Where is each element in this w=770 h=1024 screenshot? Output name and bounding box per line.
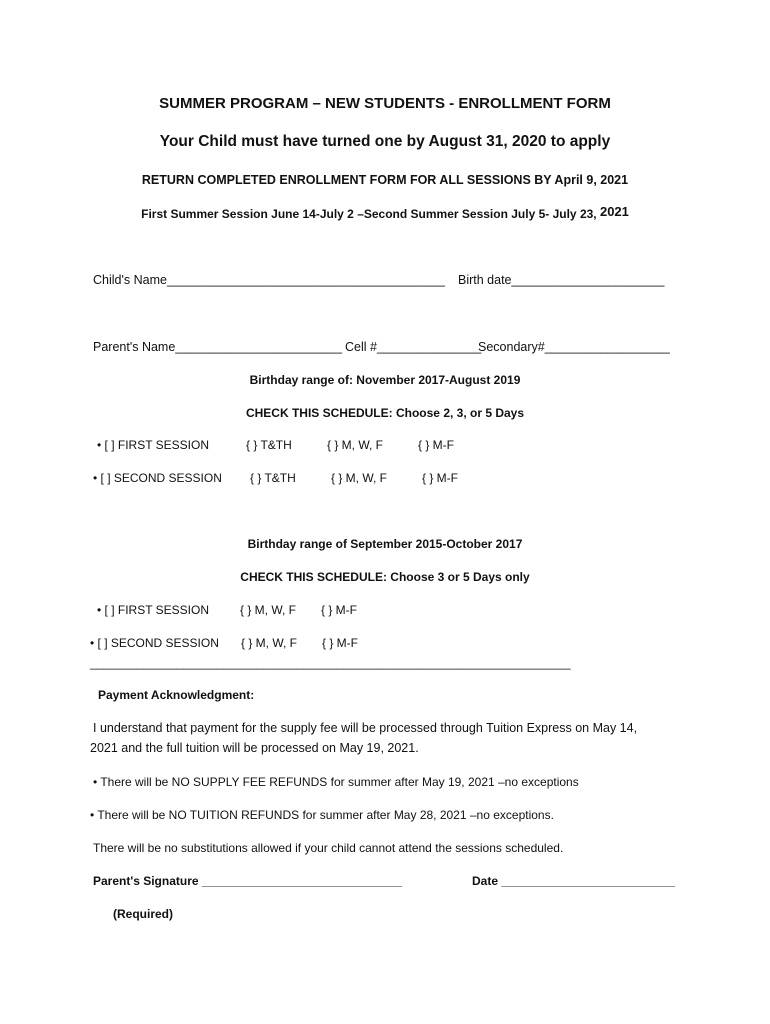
session-dates-text: First Summer Session June 14-July 2 –Second Summer Session July 5- July 23, — [141, 207, 597, 221]
schedule-instruction: CHECK THIS SCHEDULE: Choose 2, 3, or 5 Days — [245, 406, 525, 420]
payment-paragraph-line1: I understand that payment for the supply fee will be processed through Tuition Express on May 14, — [93, 721, 638, 735]
child-name-field[interactable]: Child's Name________________________________________ — [93, 273, 446, 287]
substitution-note: There will be no substitutions allowed if your child cannot attend the sessions scheduled. — [93, 841, 564, 855]
option-mwf[interactable]: { } M, W, F — [241, 636, 298, 650]
cell-field[interactable]: Cell #_______________ — [345, 340, 482, 354]
parent-signature-field[interactable]: Parent's Signature ______________________________ — [93, 874, 403, 888]
age-requirement: Your Child must have turned one by August 31, 2020 to apply — [159, 133, 611, 150]
first-session-checkbox[interactable]: • [ ] FIRST SESSION — [97, 438, 210, 452]
birthday-range-heading: Birthday range of September 2015-October 2017 — [247, 537, 523, 551]
secondary-phone-field[interactable]: Secondary#__________________ — [478, 340, 670, 354]
second-session-checkbox[interactable]: • [ ] SECOND SESSION — [93, 471, 222, 485]
payment-heading: Payment Acknowledgment: — [98, 688, 255, 702]
session-dates-year: 2021 — [599, 204, 629, 219]
option-mwf[interactable]: { } M, W, F — [327, 438, 384, 452]
payment-paragraph-line2: 2021 and the full tuition will be processed on May 19, 2021. — [90, 741, 419, 755]
session-dates — [0, 206, 770, 221]
first-session-checkbox[interactable]: • [ ] FIRST SESSION — [97, 603, 210, 617]
option-tth[interactable]: { } T&TH — [246, 438, 292, 452]
option-mf[interactable]: { } M-F — [322, 636, 359, 650]
birthday-range-heading: Birthday range of: November 2017-August 2019 — [249, 373, 521, 387]
schedule-instruction: CHECK THIS SCHEDULE: Choose 3 or 5 Days only — [240, 570, 530, 584]
option-mwf[interactable]: { } M, W, F — [331, 471, 388, 485]
section-divider: ________________________________________________________________________ — [90, 656, 571, 670]
option-mf[interactable]: { } M-F — [321, 603, 358, 617]
option-mf[interactable]: { } M-F — [422, 471, 459, 485]
form-title: SUMMER PROGRAM – NEW STUDENTS - ENROLLMENT FORM — [159, 95, 611, 112]
signature-date-field[interactable]: Date __________________________ — [472, 874, 675, 888]
option-tth[interactable]: { } T&TH — [250, 471, 296, 485]
option-mwf[interactable]: { } M, W, F — [240, 603, 297, 617]
tuition-refund-note: • There will be NO TUITION REFUNDS for summer after May 28, 2021 –no exceptions. — [90, 808, 554, 822]
return-deadline: RETURN COMPLETED ENROLLMENT FORM FOR ALL SESSIONS BY April 9, 2021 — [141, 173, 629, 187]
parent-name-field[interactable]: Parent's Name________________________ — [93, 340, 343, 354]
second-session-checkbox[interactable]: • [ ] SECOND SESSION — [90, 636, 219, 650]
required-note: (Required) — [113, 907, 173, 921]
supply-fee-refund-note: • There will be NO SUPPLY FEE REFUNDS for summer after May 19, 2021 –no exceptions — [93, 775, 579, 789]
option-mf[interactable]: { } M-F — [418, 438, 455, 452]
birth-date-field[interactable]: Birth date______________________ — [458, 273, 665, 287]
